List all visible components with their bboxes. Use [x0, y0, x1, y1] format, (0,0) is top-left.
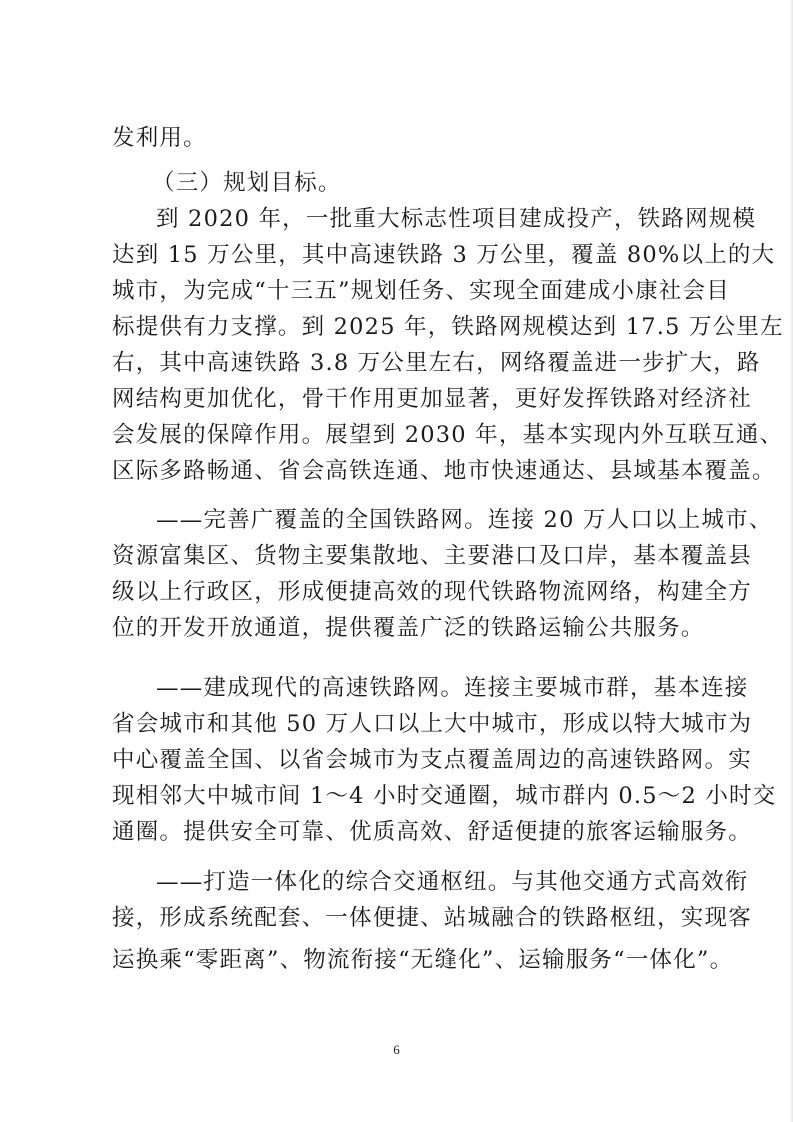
section-heading-planning-goals: （三）规划目标。: [152, 170, 342, 196]
text-line-5: 城市，为完成“十三五”规划任务、实现全面建成小康社会目: [112, 278, 730, 304]
text-line-4: 达到 15 万公里，其中高速铁路 3 万公里，覆盖 80%以上的大: [112, 242, 776, 268]
text-line-6: 标提供有力支撑。到 2025 年，铁路网规模达到 17.5 万公里左: [112, 314, 784, 340]
text-line-11: ——完善广覆盖的全国铁路网。连接 20 万人口以上城市、: [156, 507, 773, 533]
text-line-16: 省会城市和其他 50 万人口以上大中城市，形成以特大城市为: [112, 711, 753, 737]
text-line-1: 发利用。: [112, 125, 207, 151]
text-line-3: 到 2020 年，一批重大标志性项目建成投产，铁路网规模: [156, 206, 757, 232]
text-line-8: 网结构更加优化，骨干作用更加显著，更好发挥铁路对经济社: [112, 386, 752, 412]
text-line-13: 级以上行政区，形成便捷高效的现代铁路物流网络，构建全方: [112, 579, 752, 605]
text-line-14: 位的开发开放通道，提供覆盖广泛的铁路运输公共服务。: [112, 615, 705, 641]
text-line-22: 运换乘“零距离”、物流衔接“无缝化”、运输服务“一体化”。: [112, 947, 734, 973]
text-line-21: 接，形成系统配套、一体便捷、站城融合的铁路枢纽，实现客: [112, 905, 752, 931]
text-line-15: ——建成现代的高速铁路网。连接主要城市群，基本连接: [156, 675, 749, 701]
text-line-18: 现相邻大中城市间 1～4 小时交通圈，城市群内 0.5～2 小时交: [112, 783, 777, 809]
text-line-9: 会发展的保障作用。展望到 2030 年，基本实现内外互联互通、: [112, 422, 784, 448]
text-line-12: 资源富集区、货物主要集散地、主要港口及口岸，基本覆盖县: [112, 543, 752, 569]
text-line-20: ——打造一体化的综合交通枢纽。与其他交通方式高效衔: [156, 869, 749, 895]
text-line-19: 通圈。提供安全可靠、优质高效、舒适便捷的旅客运输服务。: [112, 819, 752, 845]
text-line-7: 右，其中高速铁路 3.8 万公里左右，网络覆盖进一步扩大，路: [112, 350, 761, 376]
text-line-17: 中心覆盖全国、以省会城市为支点覆盖周边的高速铁路网。实: [112, 747, 752, 773]
page-number: 6: [393, 1042, 400, 1057]
text-line-10: 区际多路畅通、省会高铁连通、地市快速通达、县域基本覆盖。: [112, 458, 776, 484]
